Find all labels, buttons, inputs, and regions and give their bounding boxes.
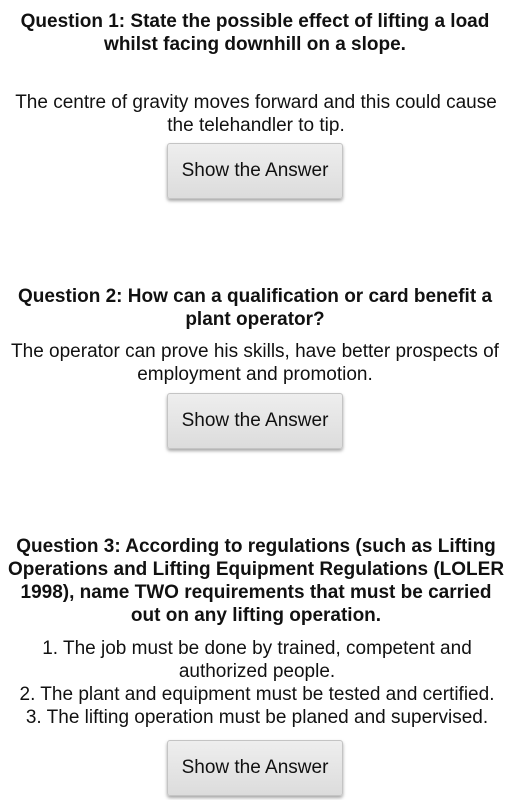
answer-1-text (0, 91, 510, 137)
show-answer-button-3[interactable]: Show the Answer (167, 740, 343, 796)
question-block-1 (0, 10, 510, 199)
show-answer-button-1[interactable]: Show the Answer (167, 143, 343, 199)
answer-3-text (0, 637, 510, 729)
question-2-text: Question 2: How can a qualification or card benefit a plant operator? (17, 286, 493, 330)
question-1-text: Question 1: State the possible effect of lifting a load whilst facing downhill on a slope. (20, 11, 490, 55)
answer-1-line-1: The centre of gravity moves forward and this could cause the telehandler to tip. (15, 92, 497, 136)
answer-3-line-1: 1. The job must be done by trained, competent and authorized people. (42, 638, 472, 682)
question-block-2 (0, 285, 510, 449)
show-answer-button-2[interactable]: Show the Answer (167, 393, 343, 449)
answer-2-line-1: The operator can prove his skills, have better prospects of employment and promotion. (11, 341, 499, 385)
question-3-text: Question 3: According to regulations (such as Lifting Operations and Lifting Equipment Regulations (LOLER 1998), name TWO requirements that must be carried out on any lifting operation. (7, 536, 505, 626)
answer-2-text (6, 340, 504, 386)
answer-3-line-3: 3. The lifting operation must be planed and supervised. (25, 707, 489, 728)
question-block-3 (0, 535, 510, 796)
answer-3-line-2: 2. The plant and equipment must be tested and certified. (19, 684, 495, 705)
